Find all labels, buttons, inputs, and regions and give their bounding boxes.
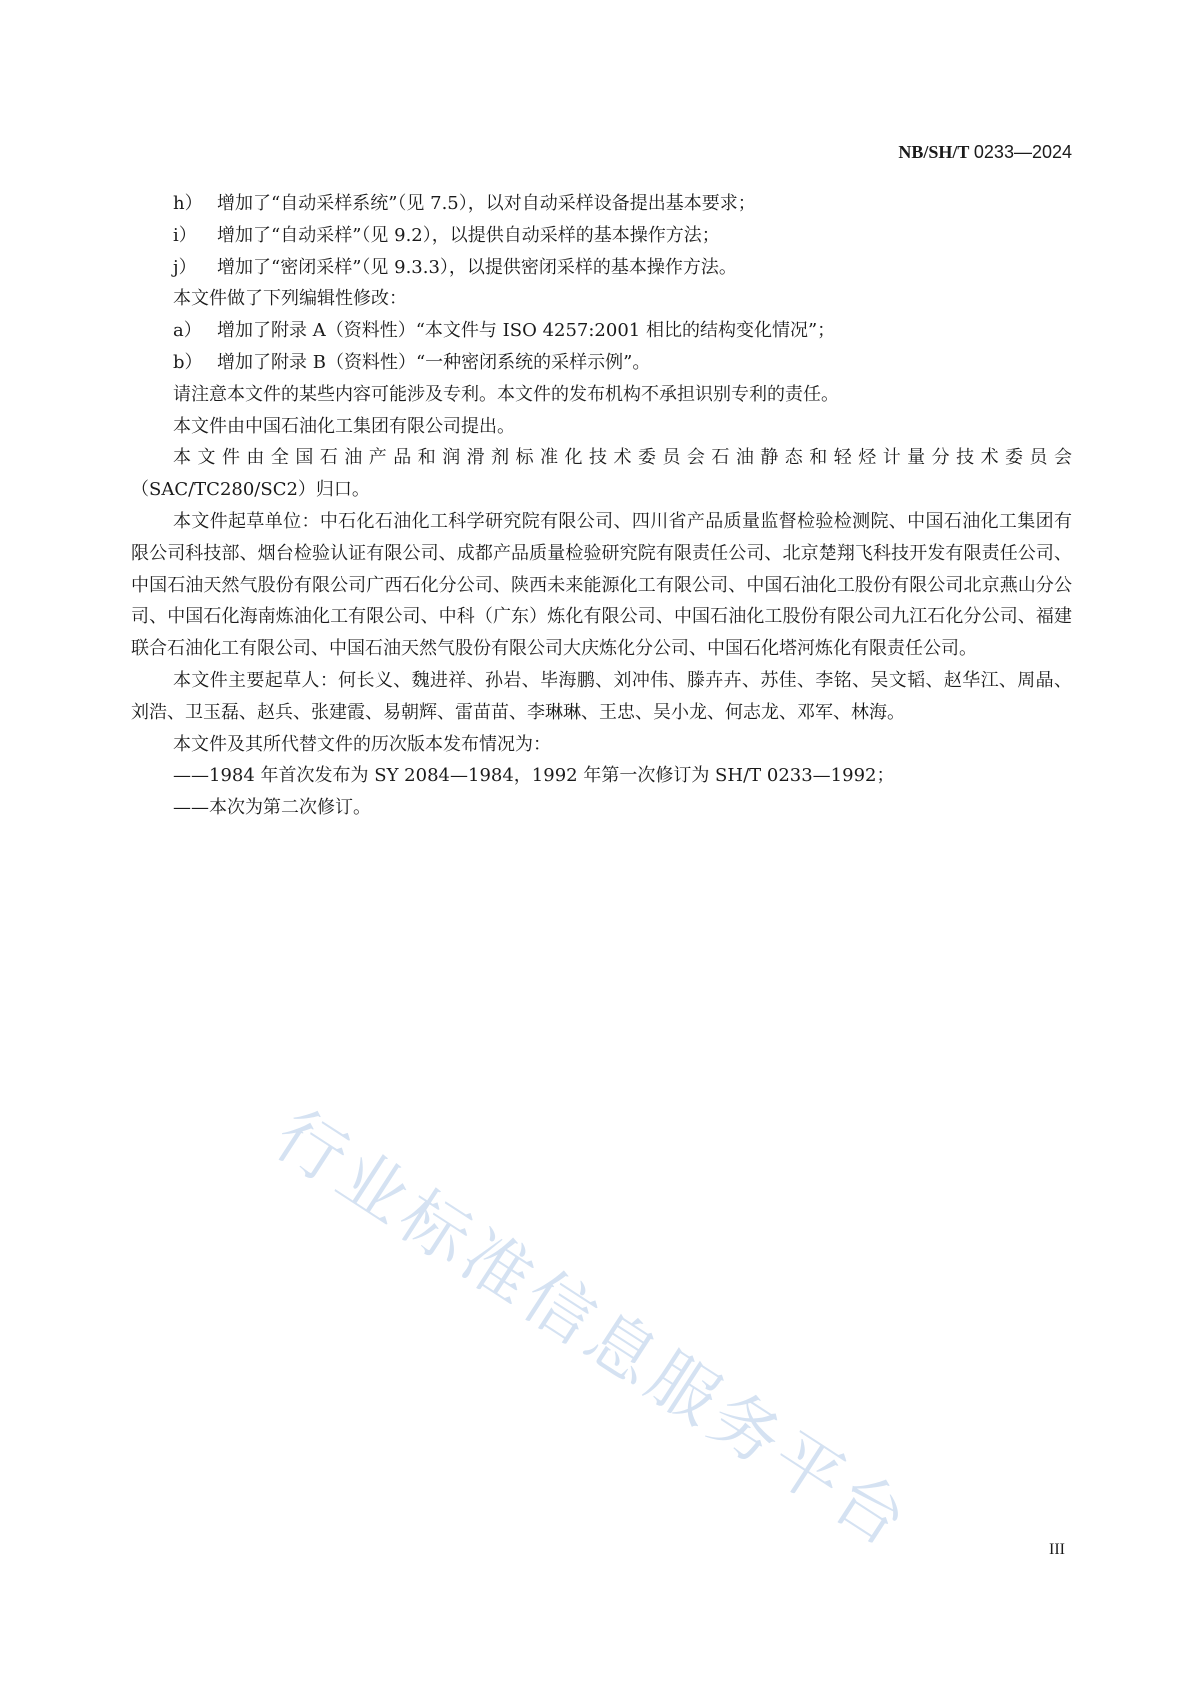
history-item: ——本次为第二次修订。 — [173, 797, 371, 819]
list-item-label: b） — [173, 351, 203, 373]
watermark: 行业标准信息服务平台 — [260, 1095, 925, 1565]
list-item-text: 增加了“自动采样系统”（见 7.5），以对自动采样设备提出基本要求； — [217, 193, 756, 214]
list-item-label: j） — [173, 256, 197, 278]
foreword-content — [131, 188, 1072, 824]
patent-notice: 请注意本文件的某些内容可能涉及专利。本文件的发布机构不承担识别专利的责任。 — [173, 383, 839, 405]
document-code-prefix: NB/SH/T — [898, 142, 970, 162]
list-item-text: 增加了“自动采样”（见 9.2），以提供自动采样的基本操作方法； — [217, 224, 720, 246]
drafting-units-paragraph: 本文件起草单位：中石化石油化工科学研究院有限公司、四川省产品质量监督检验检测院、中国石油化工集团有限公司科技部、烟台检验认证有限公司、成都产品质量检验研究院有限责任公司、北京楚翔飞科技开发有限责任公司、中国石油天然气股份有限公司广西石化分公司、陕西未来能源化工有限公司、中国石油化工股份有限公司北京燕山分公司、中国石化海南炼油化工有限公司、中科（广东）炼化有限公司、中国石油化工股份有限公司九江石化分公司、福建联合石油化工有限公司、中国石油天然气股份有限公司大庆炼化分公司、中国石化塔河炼化有限责任公司。 — [131, 510, 1072, 660]
list-item-label: a） — [173, 320, 202, 342]
list-item-label: i） — [173, 224, 197, 246]
document-code-number: 0233—2024 — [973, 142, 1072, 162]
history-intro: 本文件及其所代替文件的历次版本发布情况为： — [173, 733, 551, 755]
proposer-statement: 本文件由中国石油化工集团有限公司提出。 — [173, 415, 515, 437]
list-item-text: 增加了附录 B（资料性）“一种密闭系统的采样示例”。 — [217, 351, 651, 373]
list-item-text: 增加了“密闭采样”（见 9.3.3），以提供密闭采样的基本操作方法。 — [217, 256, 737, 278]
committee-statement-line2: （SAC/TC280/SC2）归口。 — [131, 479, 370, 501]
list-item — [131, 347, 1072, 379]
page-number: III — [1049, 1541, 1065, 1558]
history-item: ——1984 年首次发布为 SY 2084—1984，1992 年第一次修订为 SH/T 0233—1992； — [173, 765, 895, 787]
list-item-text: 增加了附录 A（资料性）“本文件与 ISO 4257:2001 相比的结构变化情况”； — [217, 320, 836, 342]
list-item — [131, 188, 1072, 220]
drafters-paragraph: 本文件主要起草人：何长义、魏进祥、孙岩、毕海鹏、刘冲伟、滕卉卉、苏佳、李铭、吴文韬、赵华江、周晶、刘浩、卫玉磊、赵兵、张建霞、易朝辉、雷苗苗、李琳琳、王忠、吴小龙、何志龙、邓军、林海。 — [131, 669, 1072, 723]
list-item — [131, 252, 1072, 284]
editorial-intro: 本文件做了下列编辑性修改： — [173, 288, 407, 310]
committee-statement-line1: 本文件由全国石油产品和润滑剂标准化技术委员会石油静态和轻烃计量分技术委员会 — [173, 447, 1072, 469]
list-item — [131, 220, 1072, 252]
list-item — [131, 315, 1072, 347]
list-item-label: h） — [173, 193, 203, 214]
document-code — [898, 142, 1072, 163]
